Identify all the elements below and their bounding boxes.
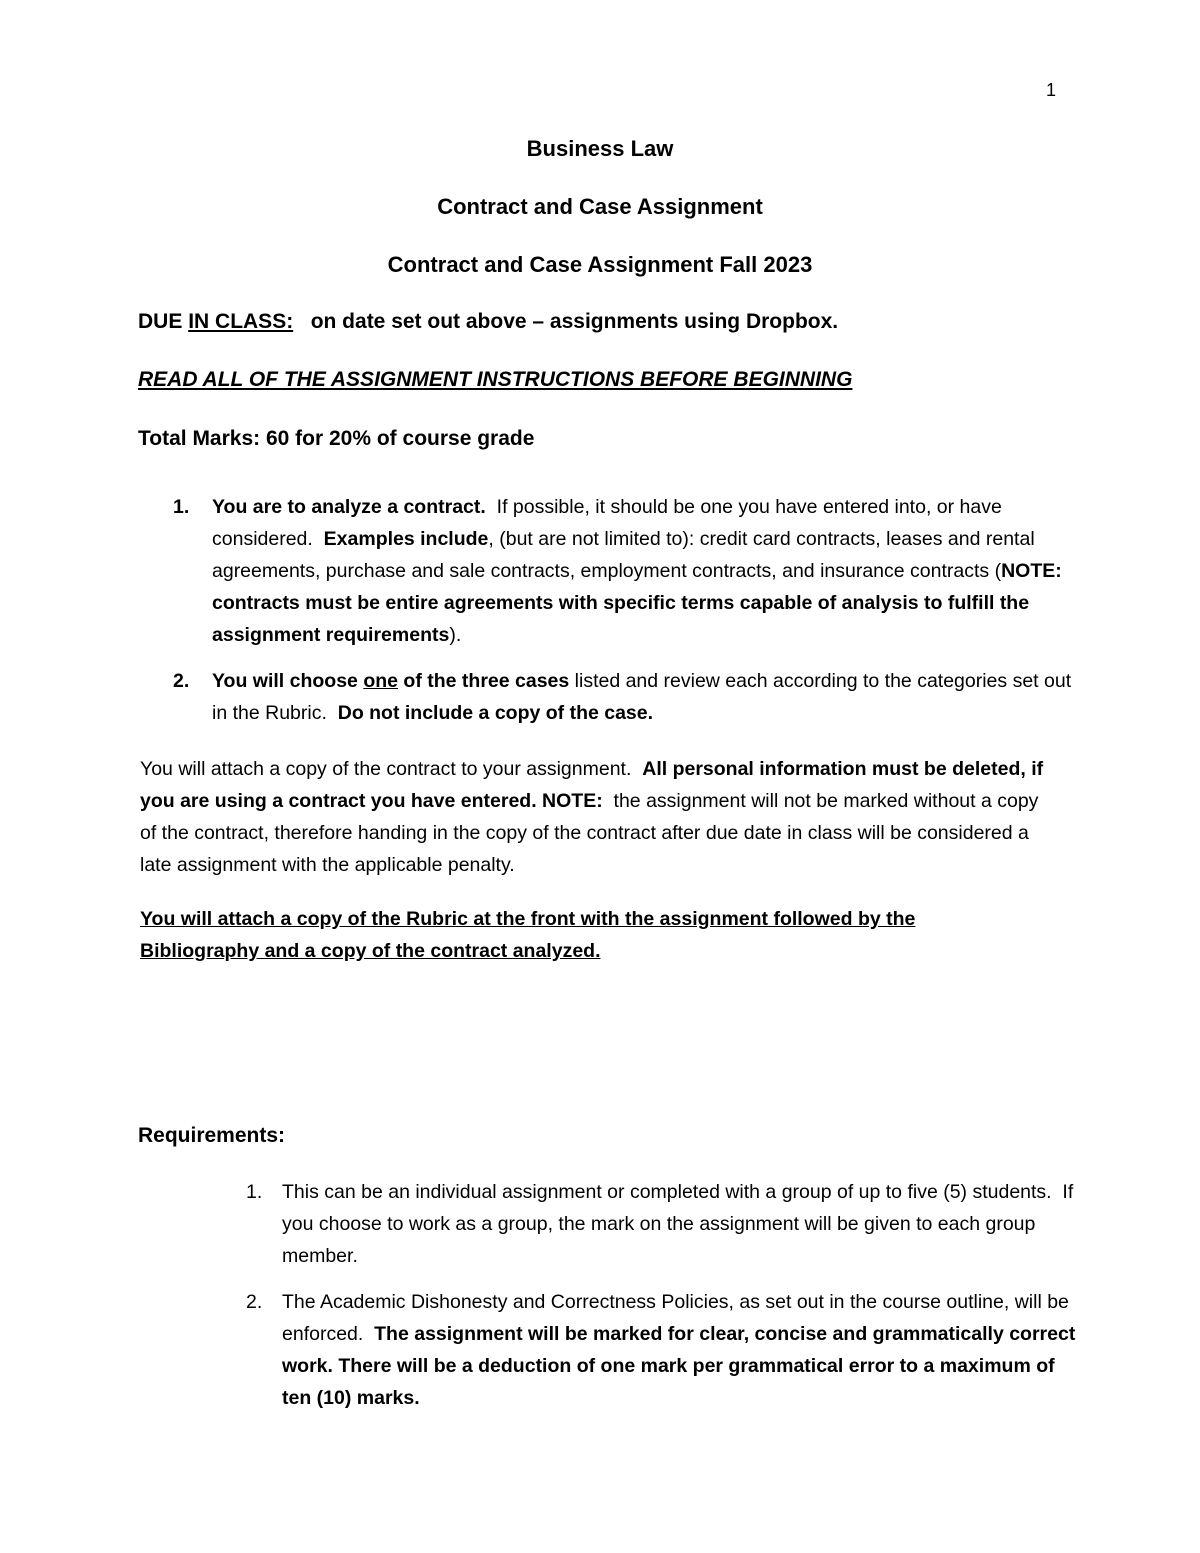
task-list <box>173 491 1077 729</box>
task-closing: Do not include a copy of the case. <box>337 702 654 724</box>
requirement-bold: The assignment will be marked for clear, concise and grammatically correct work. There will be a deduction of one mark per grammatical error to a maximum of ten (10) marks. <box>282 1323 1076 1409</box>
total-marks: Total Marks: 60 for 20% of course grade <box>138 427 535 450</box>
requirements-heading: Requirements: <box>138 1124 286 1147</box>
attach-bold: All personal information must be deleted, if you are using a contract you have entered. NOTE: <box>140 758 1044 812</box>
task-item-1 <box>173 491 1073 651</box>
task-examples: Examples include <box>323 528 489 550</box>
rubric-note: You will attach a copy of the Rubric at the front with the assignment followed by the Bibliography and a copy of the contract analyzed. <box>140 908 916 962</box>
document-subtitle: Contract and Case Assignment <box>437 194 763 219</box>
requirement-number: 2. <box>246 1291 263 1313</box>
task-lead: You will choose <box>212 670 364 692</box>
requirement-number: 1. <box>246 1181 263 1203</box>
task-text <box>212 665 1077 729</box>
task-note: NOTE: contracts must be entire agreements with specific terms capable of analysis to fulfill the assignment requirements <box>212 560 1062 646</box>
document-term: Contract and Case Assignment Fall 2023 <box>387 252 813 277</box>
due-in-class: IN CLASS: <box>188 310 294 333</box>
requirement-text-part: The Academic Dishonesty and Correctness Policies, as set out in the course outline, will be enforced. <box>282 1291 1075 1345</box>
requirement-text <box>282 1286 1076 1414</box>
attach-paragraph <box>140 753 1060 881</box>
task-lead: You are to analyze a contract. <box>212 496 486 518</box>
page-number: 1 <box>1046 80 1057 100</box>
task-text-part: ). <box>449 624 462 646</box>
attach-text: You will attach a copy of the contract to your assignment. <box>140 758 643 780</box>
task-item-2 <box>173 665 1077 729</box>
task-text <box>212 491 1073 651</box>
task-three-cases: of the three cases <box>398 670 570 692</box>
requirement-text: This can be an individual assignment or completed with a group of up to five (5) students. If you choose to work as a group, the mark on the assignment will be given to each group member. <box>282 1181 1079 1267</box>
task-text-part: , (but are not limited to): credit card contracts, leases and rental agreements, purchase and sale contracts, employment contracts, and insurance contracts ( <box>212 528 1035 582</box>
due-prefix: DUE <box>138 310 189 333</box>
task-text-part: listed and review each according to the categories set out in the Rubric. <box>212 670 1077 724</box>
due-line <box>138 310 838 334</box>
attach-text: the assignment will not be marked without a copy of the contract, therefore handing in the copy of the contract after due date in class will be considered a late assignment with the applicable penalty. <box>140 790 1044 876</box>
requirement-item-1 <box>246 1176 1079 1272</box>
document-title: Business Law <box>526 136 674 161</box>
requirements-list <box>246 1176 1079 1414</box>
task-number: 2. <box>173 670 190 692</box>
read-all-warning: READ ALL OF THE ASSIGNMENT INSTRUCTIONS BEFORE BEGINNING <box>138 368 853 391</box>
task-one: one <box>363 670 398 692</box>
due-rest: on date set out above – assignments using Dropbox. <box>293 310 839 333</box>
task-number: 1. <box>173 496 190 518</box>
task-text-part: If possible, it should be one you have entered into, or have considered. <box>212 496 1008 550</box>
requirement-item-2 <box>246 1286 1076 1414</box>
